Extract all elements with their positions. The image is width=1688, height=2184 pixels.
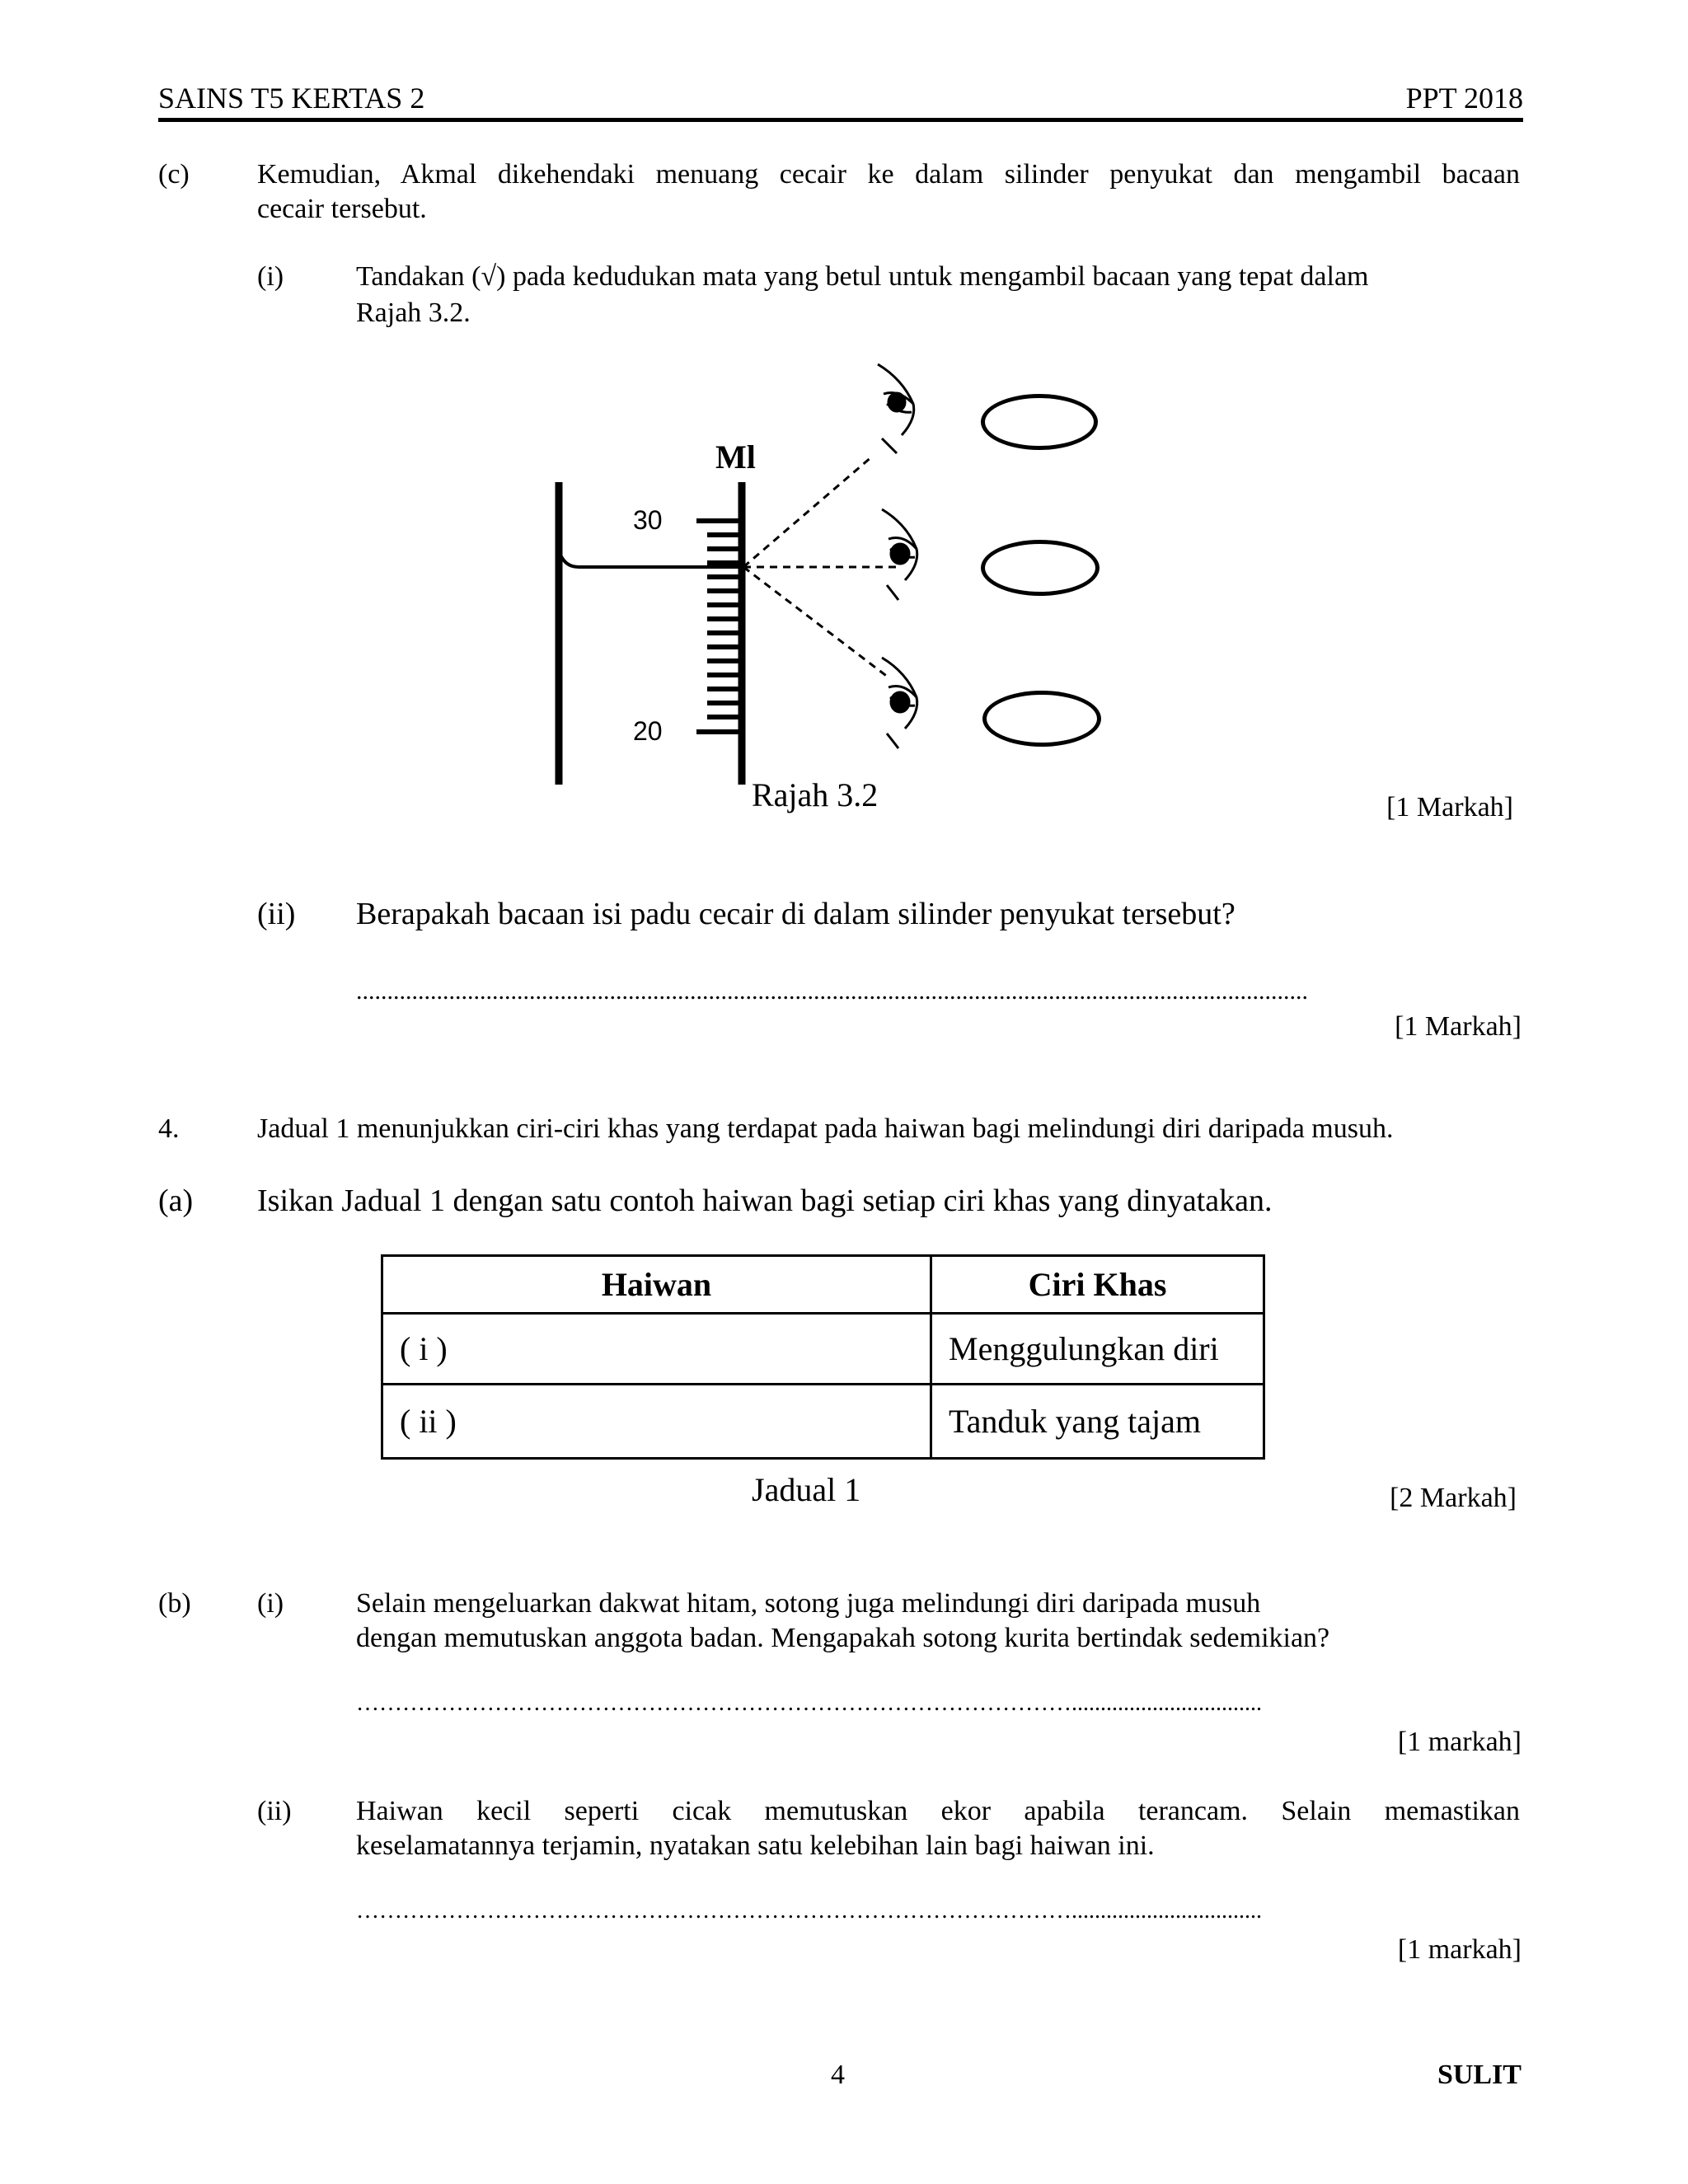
q4a-marks: [2 Markah] — [1390, 1483, 1517, 1513]
table-header-ciri-khas: Ciri Khas — [931, 1256, 1264, 1314]
q4b-ii-answer-line[interactable]: …………………………………………………………………………………................................. — [356, 1899, 1262, 1924]
q4-label: 4. — [158, 1113, 180, 1144]
page-number: 4 — [831, 2060, 845, 2090]
tick-label-20: 20 — [633, 716, 663, 746]
q4a-text: Isikan Jadual 1 dengan satu contoh haiwan bagi setiap ciri khas yang dinyatakan. — [257, 1183, 1273, 1218]
q3c-i-text-cont: Rajah 3.2. — [356, 298, 471, 328]
q4b-i-text-cont: dengan memutuskan anggota badan. Mengapakah sotong kurita bertindak sedemikian? — [356, 1623, 1330, 1653]
table-header-haiwan: Haiwan — [382, 1256, 931, 1314]
q3c-label: (c) — [158, 159, 190, 190]
table-row — [382, 1314, 1264, 1385]
q4b-i-label: (i) — [257, 1588, 284, 1619]
q4b-i-marks: [1 markah] — [1397, 1727, 1522, 1757]
table-cell-haiwan-i[interactable]: ( i ) — [382, 1314, 931, 1385]
scale-ticks — [696, 521, 738, 732]
jadual-1-table — [381, 1254, 1265, 1460]
table-cell-ciri-ii: Tanduk yang tajam — [931, 1385, 1264, 1459]
table-caption: Jadual 1 — [752, 1471, 861, 1508]
q4b-ii-marks: [1 markah] — [1397, 1934, 1522, 1965]
q4-text: Jadual 1 menunjukkan ciri-ciri khas yang terdapat pada haiwan bagi melindungi diri daripada musuh. — [257, 1113, 1394, 1144]
eye-icon-top — [878, 364, 914, 453]
header-rule — [158, 118, 1523, 122]
answer-box-middle[interactable] — [981, 540, 1100, 596]
q4a-label: (a) — [158, 1183, 194, 1218]
q3c-ii-text: Berapakah bacaan isi padu cecair di dalam silinder penyukat tersebut? — [356, 897, 1236, 931]
q4b-label: (b) — [158, 1588, 191, 1619]
footer-sulit: SULIT — [1437, 2060, 1522, 2090]
tick-label-30: 30 — [633, 505, 663, 535]
table-header-row — [382, 1256, 1264, 1314]
q3c-ii-answer-line[interactable]: .......................................................................................................................................................... — [356, 979, 1308, 1004]
figure-caption: Rajah 3.2 — [752, 776, 879, 813]
q3c-i-text: Tandakan (√) pada kedudukan mata yang betul untuk mengambil bacaan yang tepat dalam — [356, 261, 1369, 292]
q4b-ii-text: Haiwan kecil seperti cicak memutuskan ekor apabila terancam. Selain memastikan — [356, 1796, 1520, 1826]
q4b-i-answer-line[interactable]: …………………………………………………………………………………................................. — [356, 1691, 1262, 1716]
q3c-i-label: (i) — [257, 261, 284, 292]
answer-box-top[interactable] — [981, 394, 1098, 450]
answer-box-bottom[interactable] — [982, 691, 1101, 747]
q3c-ii-label: (ii) — [257, 897, 296, 931]
table-cell-ciri-i: Menggulungkan diri — [931, 1314, 1264, 1385]
q3c-ii-marks: [1 Markah] — [1395, 1011, 1522, 1042]
unit-label: Ml — [715, 438, 756, 476]
sight-lines — [743, 457, 900, 677]
table-cell-haiwan-ii[interactable]: ( ii ) — [382, 1385, 931, 1459]
q3c-i-marks: [1 Markah] — [1386, 792, 1513, 823]
table-row — [382, 1385, 1264, 1459]
q4b-i-text: Selain mengeluarkan dakwat hitam, sotong juga melindungi diri daripada musuh — [356, 1588, 1261, 1619]
q4b-ii-text-cont: keselamatannya terjamin, nyatakan satu kelebihan lain bagi haiwan ini. — [356, 1830, 1155, 1861]
q3c-text: Kemudian, Akmal dikehendaki menuang cecair ke dalam silinder penyukat dan mengambil bacaan — [257, 159, 1520, 190]
q3c-text-cont: cecair tersebut. — [257, 194, 427, 224]
header-left: SAINS T5 KERTAS 2 — [158, 82, 425, 115]
header-right: PPT 2018 — [1405, 82, 1523, 115]
eye-icon-bottom — [882, 658, 917, 748]
eye-icon-middle — [882, 509, 917, 600]
q4b-ii-label: (ii) — [257, 1796, 292, 1826]
